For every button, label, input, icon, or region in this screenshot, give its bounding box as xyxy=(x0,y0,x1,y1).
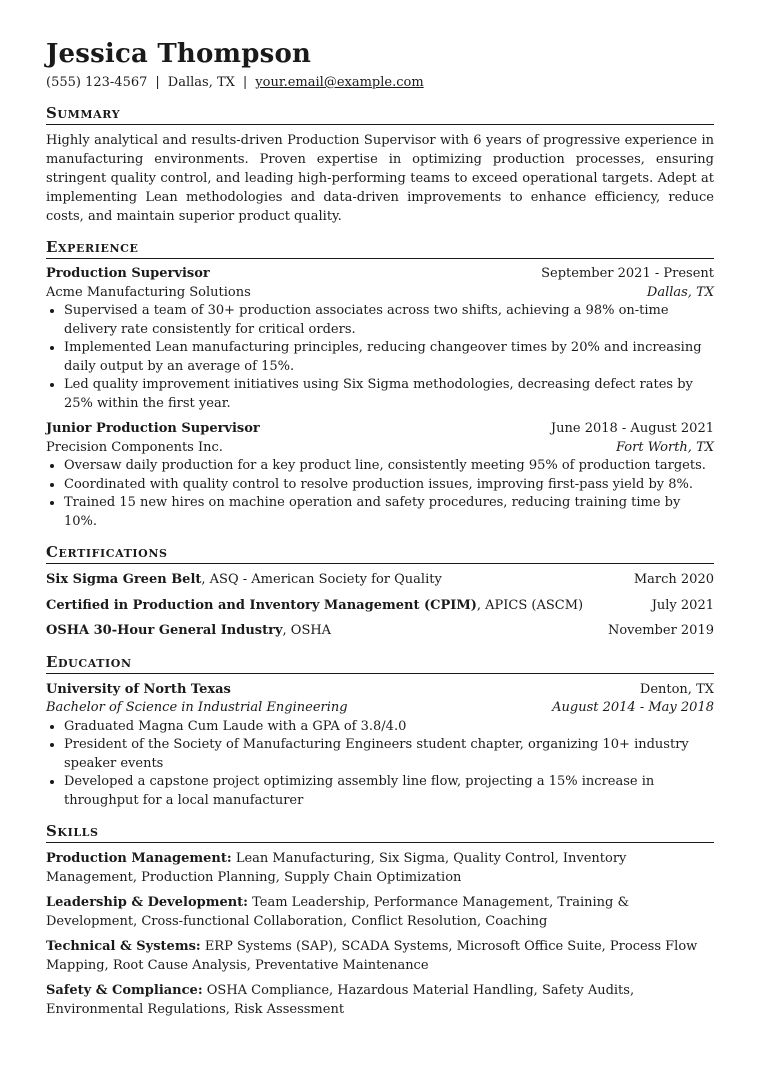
contact-line xyxy=(46,74,714,92)
job-bullets xyxy=(46,302,714,413)
job-entry xyxy=(46,420,714,531)
school-location: Denton, TX xyxy=(639,681,714,697)
skills-heading: Skills xyxy=(46,822,714,843)
skill-group xyxy=(46,893,714,931)
job-title: Junior Production Supervisor xyxy=(46,421,260,436)
skill-label: Production Management: xyxy=(46,851,232,866)
skill-text: OSHA Compliance, Hazardous Material Handling, Safety Audits, Environmental Regulations, Risk Assessment xyxy=(46,983,635,1017)
bullet-item: • Oversaw daily production for a key product line, consistently meeting 95% of production targets. xyxy=(64,457,714,476)
degree-name: Bachelor of Science in Industrial Engineering xyxy=(46,700,348,715)
cert-issuer: , OSHA xyxy=(282,623,332,638)
skill-label: Technical & Systems: xyxy=(46,939,201,954)
skill-group xyxy=(46,981,714,1019)
summary-heading: Summary xyxy=(46,104,714,125)
skill-text: Lean Manufacturing, Six Sigma, Quality Control, Inventory Management, Production Planning, Supply Chain Optimization xyxy=(46,851,627,885)
skill-text: Team Leadership, Performance Management, Training & Development, Cross-functional Collaboration, Conflict Resolution, Coaching xyxy=(46,895,630,929)
cert-name: OSHA 30-Hour General Industry xyxy=(46,623,283,638)
location-text: Dallas, TX xyxy=(167,75,235,90)
skill-group xyxy=(46,937,714,975)
cert-date: November 2019 xyxy=(607,623,714,638)
education-dates: August 2014 - May 2018 xyxy=(552,700,714,715)
job-location: Fort Worth, TX xyxy=(615,439,714,455)
bullet-item: • Developed a capstone project optimizing assembly line flow, projecting a 15% increase in throughput for a local manufacturer xyxy=(64,773,714,810)
cert-issuer: , ASQ - American Society for Quality xyxy=(201,572,442,587)
skill-label: Safety & Compliance: xyxy=(46,983,203,998)
phone-text: (555) 123-4567 xyxy=(46,75,148,90)
certification-entry xyxy=(46,571,714,590)
job-location: Dallas, TX xyxy=(646,284,714,300)
summary-text: Highly analytical and results-driven Production Supervisor with 6 years of progressive experience in manufacturing environments. Proven expertise in optimizing production processes, ensuring stringent quality control, and leading high-performing teams to exceed operational targets. Adept at implementing Lean methodologies and data-driven improvements to enhance efficiency, reduce costs, and maintain superior product quality. xyxy=(46,133,714,224)
bullet-item: • Graduated Magna Cum Laude with a GPA of 3.8/4.0 xyxy=(64,718,714,737)
certifications-list xyxy=(46,571,714,641)
certifications-heading: Certifications xyxy=(46,543,714,564)
job-company: Acme Manufacturing Solutions xyxy=(46,284,251,300)
candidate-name: Jessica Thompson xyxy=(46,39,312,69)
bullet-item: • Trained 15 new hires on machine operation and safety procedures, reducing training time by 10%. xyxy=(64,494,714,531)
cert-issuer: , APICS (ASCM) xyxy=(476,597,584,613)
cert-name: Six Sigma Green Belt xyxy=(46,572,202,587)
bullet-item: • Supervised a team of 30+ production associates across two shifts, achieving a 98% on-time delivery rate consistently for critical orders. xyxy=(64,302,714,339)
bullet-item: • Coordinated with quality control to resolve production issues, improving first-pass yield by 8%. xyxy=(64,476,714,495)
certification-entry xyxy=(46,597,714,616)
education-entry xyxy=(46,681,714,811)
skill-label: Leadership & Development: xyxy=(46,895,248,910)
school-name: University of North Texas xyxy=(46,681,231,697)
skill-text: ERP Systems (SAP), SCADA Systems, Microsoft Office Suite, Process Flow Mapping, Root Cause Analysis, Preventative Maintenance xyxy=(46,939,698,973)
certification-entry xyxy=(46,622,714,641)
job-title: Production Supervisor xyxy=(46,266,210,281)
separator: | xyxy=(155,75,160,90)
separator: | xyxy=(242,75,248,90)
cert-name: Certified in Production and Inventory Management (CPIM) xyxy=(46,597,477,613)
cert-date: July 2021 xyxy=(651,597,714,613)
bullet-item: • Led quality improvement initiatives using Six Sigma methodologies, decreasing defect rates by 25% within the first year. xyxy=(64,376,714,413)
bullet-item: • Implemented Lean manufacturing principles, reducing changeover times by 20% and increasing daily output by an average of 15%. xyxy=(64,339,714,376)
skill-group xyxy=(46,849,714,887)
job-entry xyxy=(46,265,714,413)
experience-list xyxy=(46,265,714,531)
job-bullets xyxy=(46,457,714,531)
email-link[interactable]: your.email@example.com xyxy=(255,75,424,90)
experience-heading: Experience xyxy=(46,238,714,259)
job-dates: September 2021 - Present xyxy=(541,266,714,281)
education-bullets xyxy=(46,718,714,811)
bullet-item: • President of the Society of Manufacturing Engineers student chapter, organizing 10+ industry speaker events xyxy=(64,736,714,773)
job-company: Precision Components Inc. xyxy=(46,439,223,455)
job-dates: June 2018 - August 2021 xyxy=(550,421,714,436)
education-heading: Education xyxy=(46,653,714,674)
skills-list xyxy=(46,849,714,1019)
cert-date: March 2020 xyxy=(633,572,714,587)
